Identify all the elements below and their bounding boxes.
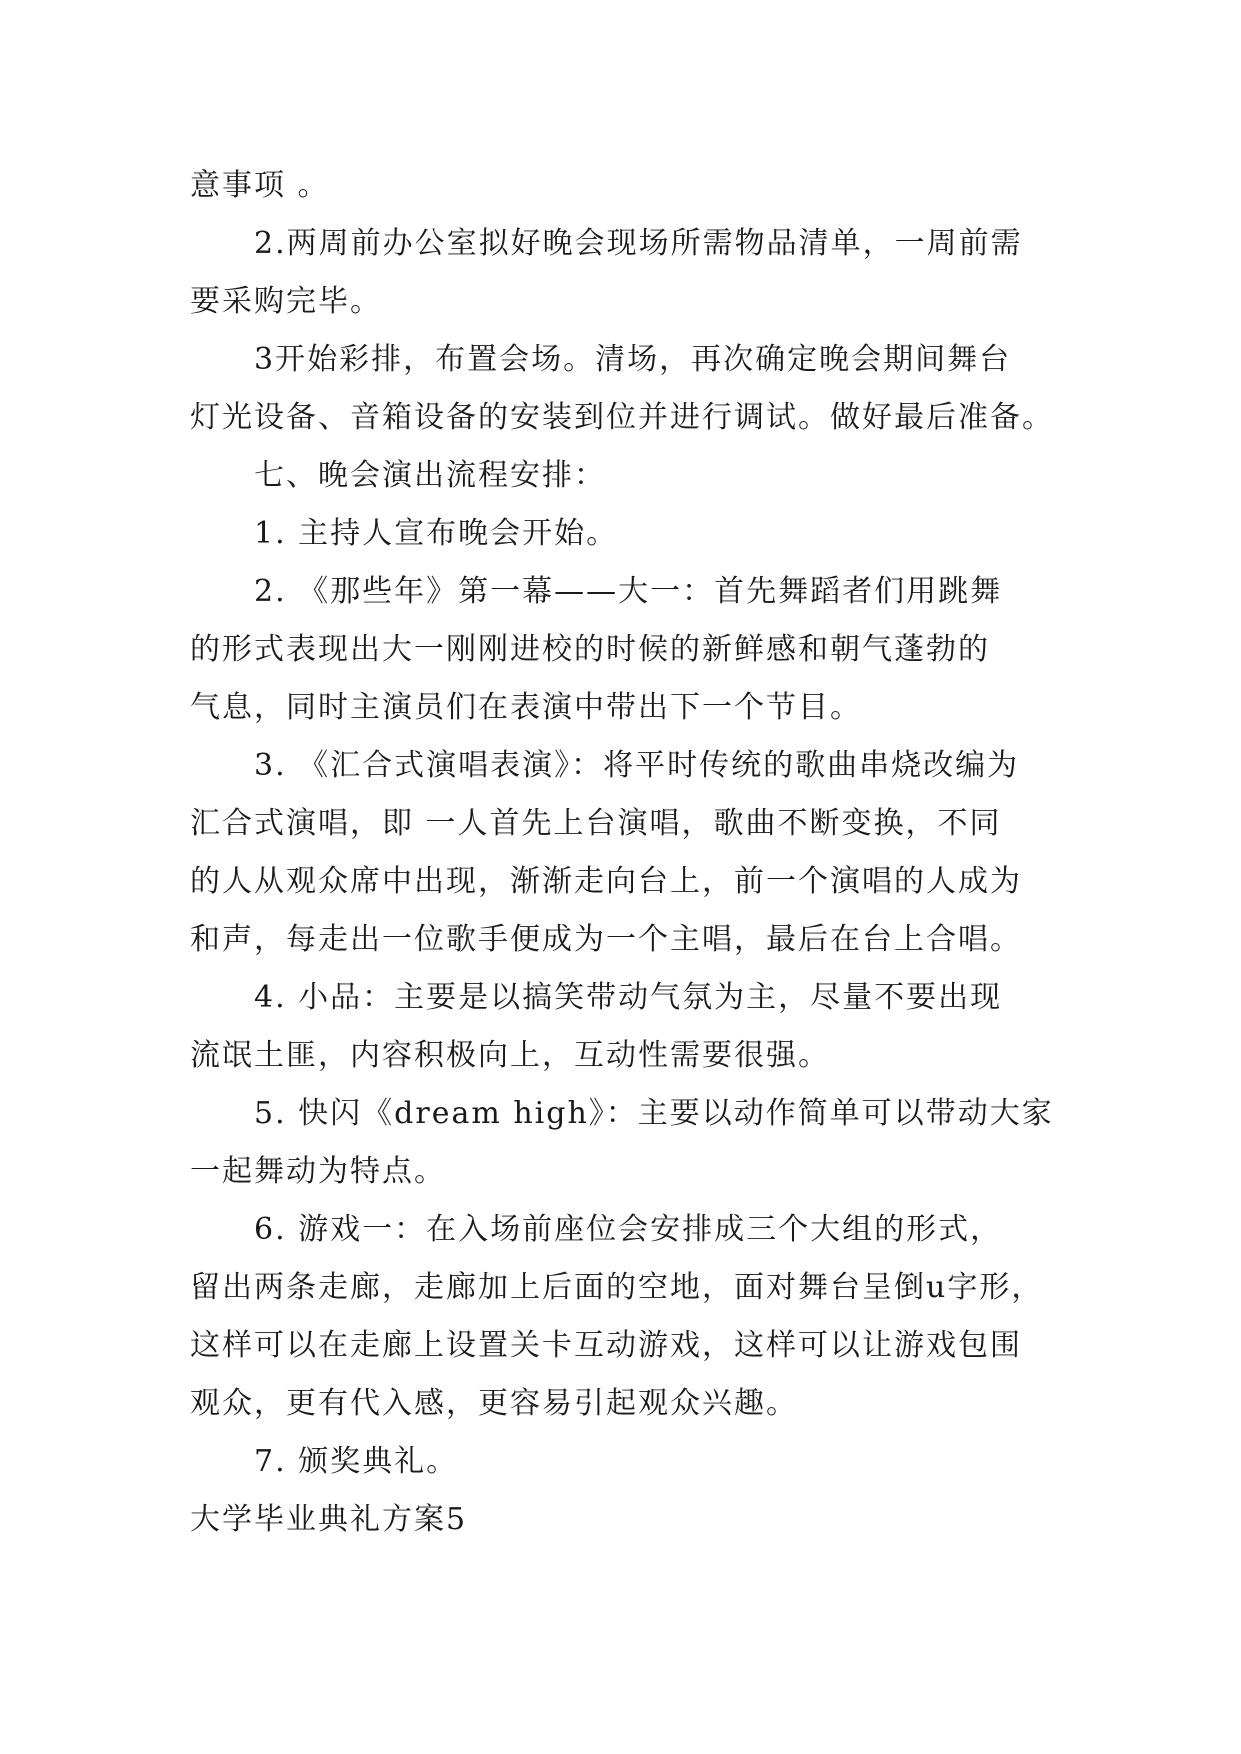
text-line: 7. 颁奖典礼。 <box>254 1444 459 1479</box>
text-line: 气息，同时主演员们在表演中带出下一个节目。 <box>190 690 862 725</box>
text-line: 6. 游戏一：在入场前座位会安排成三个大组的形式， <box>254 1212 1003 1247</box>
text-line: 4. 小品：主要是以搞笑带动气氛为主，尽量不要出现 <box>254 980 1003 1015</box>
text-line: 2. 《那些年》第一幕——大一：首先舞蹈者们用跳舞 <box>254 574 1003 609</box>
text-line: 这样可以在走廊上设置关卡互动游戏，这样可以让游戏包围 <box>190 1328 1022 1363</box>
text-line: 观众，更有代入感，更容易引起观众兴趣。 <box>190 1386 798 1421</box>
section-heading: 七、晚会演出流程安排： <box>254 458 606 493</box>
text-line: 汇合式演唱，即 一人首先上台演唱，歌曲不断变换，不同 <box>190 806 1002 841</box>
text-line: 5. 快闪《dream high》：主要以动作简单可以带动大家 <box>254 1096 1054 1131</box>
text-line: 留出两条走廊，走廊加上后面的空地，面对舞台呈倒u字形， <box>190 1270 1044 1305</box>
text-line: 3开始彩排，布置会场。清场，再次确定晚会期间舞台 <box>254 342 1012 377</box>
text-line: 和声，每走出一位歌手便成为一个主唱，最后在台上合唱。 <box>190 922 1022 957</box>
text-line: 灯光设备、音箱设备的安装到位并进行调试。做好最后准备。 <box>190 400 1054 435</box>
text-line: 2.两周前办公室拟好晚会现场所需物品清单，一周前需 <box>254 226 1023 261</box>
text-line: 1. 主持人宣布晚会开始。 <box>254 516 619 551</box>
text-line: 流氓土匪，内容积极向上，互动性需要很强。 <box>190 1038 830 1073</box>
text-line: 3. 《汇合式演唱表演》：将平时传统的歌曲串烧改编为 <box>254 748 1020 783</box>
text-line: 意事项 。 <box>190 168 330 203</box>
text-line: 要采购完毕。 <box>190 284 382 319</box>
section-title: 大学毕业典礼方案5 <box>190 1502 468 1537</box>
text-line: 的形式表现出大一刚刚进校的时候的新鲜感和朝气蓬勃的 <box>190 632 990 667</box>
text-line: 的人从观众席中出现，渐渐走向台上，前一个演唱的人成为 <box>190 864 1022 899</box>
text-line: 一起舞动为特点。 <box>190 1154 446 1189</box>
